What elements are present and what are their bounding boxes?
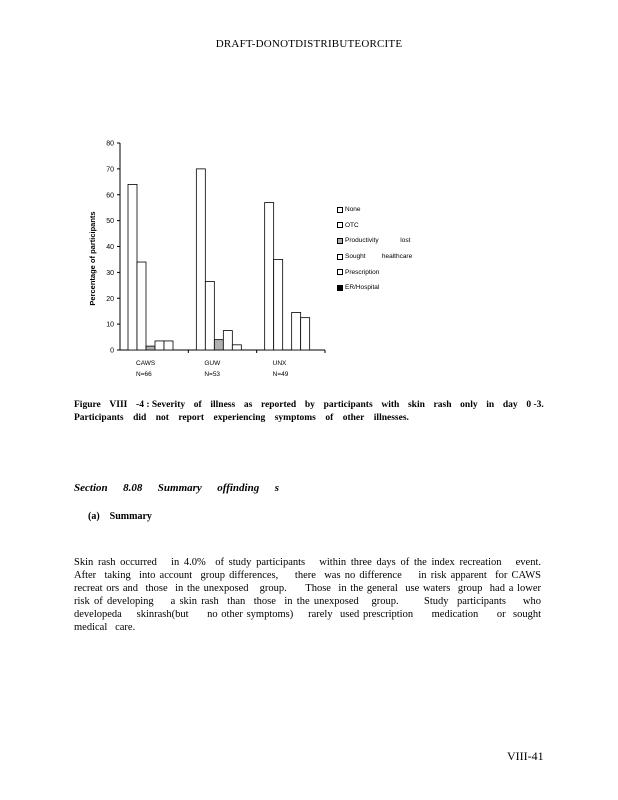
caption-line1-word: as bbox=[243, 400, 253, 410]
caption-line2-word: report bbox=[178, 413, 205, 423]
caption-line1-word: reported bbox=[261, 400, 297, 410]
legend-label: OTC bbox=[345, 221, 359, 229]
caption-line1-word: Figure bbox=[74, 400, 101, 410]
y-tick-label: 0 bbox=[110, 347, 114, 355]
section-title-word-3: s bbox=[274, 482, 279, 494]
legend-swatch bbox=[337, 222, 343, 228]
bar-sought-healthcare bbox=[155, 341, 164, 350]
caption-line1-word: 0 -3. bbox=[526, 400, 544, 410]
caption-line2-word: other bbox=[342, 413, 365, 423]
caption-line1-word: with bbox=[381, 400, 400, 410]
bar-prescription bbox=[301, 318, 310, 350]
subsection-heading bbox=[88, 511, 152, 522]
paragraph-line: developeda skinrash(but no other symptoms) rarely used prescription medication or sought bbox=[74, 609, 541, 620]
section-number: 8.08 bbox=[123, 482, 143, 494]
section-word: Section bbox=[74, 482, 108, 494]
subsection-marker: (a) bbox=[88, 511, 100, 522]
bar-productivity-lost bbox=[214, 340, 223, 350]
caption-line2-word: not bbox=[155, 413, 169, 423]
caption-line1-word: VIII bbox=[109, 400, 128, 410]
legend-item bbox=[337, 280, 412, 296]
caption-line-1 bbox=[74, 399, 544, 412]
running-header: DRAFT-DONOTDISTRIBUTEORCITE bbox=[215, 38, 403, 50]
x-category-label: UNX bbox=[272, 360, 287, 367]
caption-line2-word: experiencing bbox=[213, 413, 266, 423]
severity-bar-chart bbox=[70, 130, 340, 390]
x-category-label: N=49 bbox=[272, 371, 289, 378]
legend-item bbox=[337, 264, 412, 280]
caption-line1-word: day bbox=[502, 400, 518, 410]
section-heading bbox=[74, 482, 279, 494]
legend-item bbox=[337, 233, 412, 249]
paragraph-line: Skin rash occurred in 4.0% of study participants within three days of the index recreation event. bbox=[74, 557, 541, 568]
caption-line2-word: did bbox=[133, 413, 147, 423]
y-tick-label: 80 bbox=[106, 140, 114, 148]
bar-none bbox=[128, 184, 137, 350]
legend-label: ER/Hospital bbox=[345, 284, 380, 292]
x-category-label: GUW bbox=[204, 360, 221, 367]
caption-line2-word: symptoms bbox=[274, 413, 316, 423]
caption-line1-word: only bbox=[460, 400, 478, 410]
caption-line1-word: of bbox=[193, 400, 202, 410]
caption-line2-word: illnesses. bbox=[373, 413, 409, 423]
page-number: VIII-41 bbox=[507, 749, 544, 763]
paragraph-line: risk of developing a skin rash than those in the unexposed group. Study participants who bbox=[74, 596, 541, 607]
caption-line1-word: skin bbox=[407, 400, 425, 410]
legend-item bbox=[337, 249, 412, 265]
x-category-label: N=66 bbox=[136, 371, 152, 378]
y-tick-label: 70 bbox=[106, 166, 114, 174]
y-tick-label: 50 bbox=[106, 218, 114, 226]
section-title-word-1: Summary bbox=[157, 482, 202, 494]
legend-swatch bbox=[337, 254, 343, 260]
caption-line2-word: of bbox=[325, 413, 334, 423]
y-axis-label: Percentage of participants bbox=[88, 211, 97, 306]
bar-otc bbox=[205, 281, 214, 350]
legend-swatch bbox=[337, 269, 343, 275]
caption-line1-word: participants bbox=[323, 400, 373, 410]
paragraph-line: recreat ors and those in the unexposed group. Those in the general use waters group had a lower bbox=[74, 583, 541, 594]
legend-label: None bbox=[345, 206, 361, 214]
legend-item bbox=[337, 218, 412, 234]
bar-sought-healthcare bbox=[223, 331, 232, 350]
caption-line1-word: in bbox=[486, 400, 495, 410]
bar-productivity-lost bbox=[146, 346, 155, 350]
bar-prescription bbox=[232, 345, 241, 350]
y-tick-label: 40 bbox=[106, 244, 114, 251]
legend-swatch bbox=[337, 285, 343, 291]
paragraph-line: After taking into account group differences, there was no difference in risk apparent for CAWS bbox=[74, 570, 541, 581]
legend-label: Sought healthcare bbox=[345, 253, 413, 261]
bar-sought-healthcare bbox=[292, 312, 301, 350]
caption-line1-word: by bbox=[304, 400, 315, 410]
figure-caption bbox=[74, 399, 544, 425]
caption-line2-word: Participants bbox=[74, 413, 124, 423]
x-category-label: CAWS bbox=[136, 360, 156, 367]
legend-label: Productivity lost bbox=[345, 237, 411, 245]
legend-item bbox=[337, 202, 412, 218]
caption-line-2 bbox=[74, 412, 409, 425]
subsection-title: Summary bbox=[109, 511, 152, 522]
bar-otc bbox=[137, 262, 146, 350]
y-tick-label: 10 bbox=[106, 321, 114, 329]
bar-none bbox=[196, 169, 205, 350]
bar-otc bbox=[274, 259, 283, 350]
caption-line1-word: rash bbox=[433, 400, 452, 410]
caption-line1-word: illness bbox=[210, 400, 236, 410]
y-tick-label: 20 bbox=[106, 295, 114, 303]
bar-none bbox=[265, 203, 274, 350]
bar-prescription bbox=[164, 341, 173, 350]
paragraph-line: medical care. bbox=[74, 622, 136, 633]
y-tick-label: 60 bbox=[106, 192, 114, 200]
legend-swatch bbox=[337, 207, 343, 213]
y-tick-label: 30 bbox=[106, 269, 114, 277]
section-title-word-2: offinding bbox=[217, 482, 260, 494]
legend-swatch bbox=[337, 238, 343, 244]
legend-label: Prescription bbox=[345, 268, 380, 276]
summary-paragraph bbox=[74, 556, 541, 634]
x-category-label: N=53 bbox=[204, 371, 221, 378]
caption-line1-word: -4 : Severity bbox=[136, 400, 186, 410]
chart-legend bbox=[337, 202, 412, 296]
